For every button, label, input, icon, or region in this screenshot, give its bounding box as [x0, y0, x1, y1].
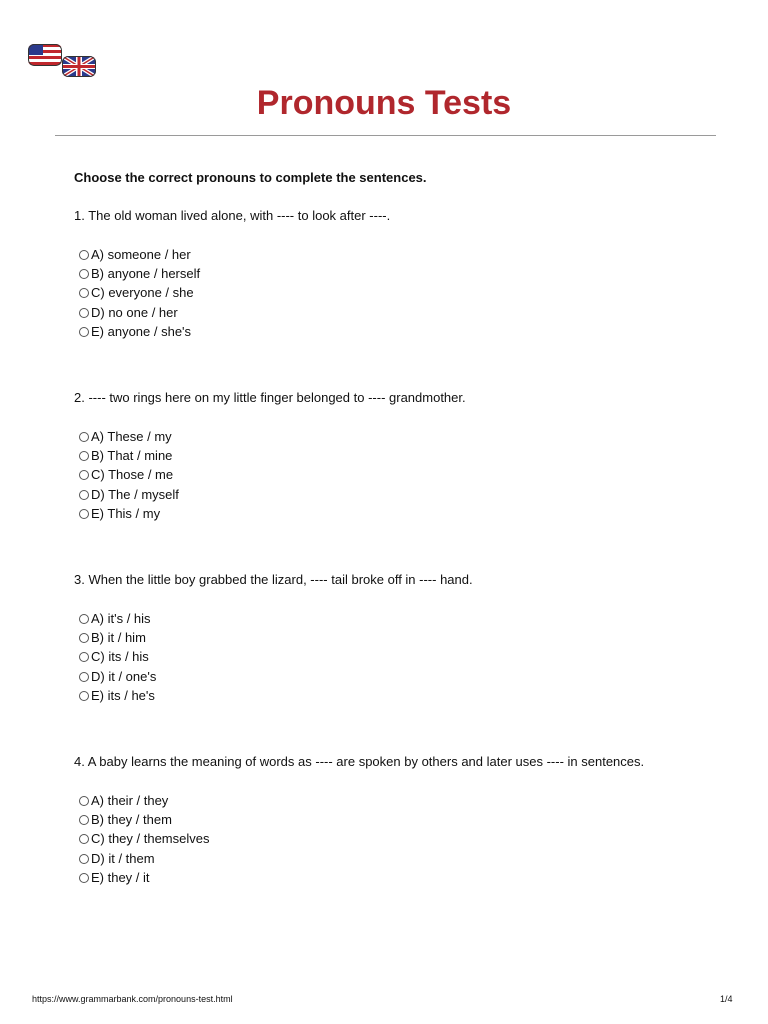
option-label: E) anyone / she's — [91, 324, 192, 340]
answer-option[interactable] — [74, 505, 714, 524]
answer-option[interactable] — [74, 810, 714, 829]
page-number: 1/4 — [720, 994, 733, 1004]
radio-button[interactable] — [79, 815, 89, 825]
option-label: C) everyone / she — [91, 285, 194, 301]
answer-option[interactable] — [74, 284, 714, 303]
radio-button[interactable] — [79, 854, 89, 864]
question-1 — [74, 208, 714, 342]
question-text: 2. ---- two rings here on my little finger belonged to ---- grandmother. — [74, 389, 466, 405]
answer-option[interactable] — [74, 446, 714, 465]
radio-button[interactable] — [79, 509, 89, 519]
radio-button[interactable] — [79, 633, 89, 643]
option-label: E) This / my — [91, 506, 161, 522]
gb-logo-icon — [28, 44, 98, 78]
answer-option[interactable] — [74, 323, 714, 342]
option-label: B) That / mine — [91, 448, 173, 464]
answer-option[interactable] — [74, 303, 714, 322]
answer-option[interactable] — [74, 628, 714, 647]
option-label: E) its / he's — [91, 688, 155, 704]
radio-button[interactable] — [79, 451, 89, 461]
answer-option[interactable] — [74, 830, 714, 849]
question-4 — [74, 754, 714, 888]
radio-button[interactable] — [79, 672, 89, 682]
option-label: A) These / my — [91, 428, 172, 444]
radio-button[interactable] — [79, 691, 89, 701]
radio-button[interactable] — [79, 796, 89, 806]
answer-options — [74, 427, 714, 524]
answer-option[interactable] — [74, 485, 714, 504]
radio-button[interactable] — [79, 308, 89, 318]
option-label: B) anyone / herself — [91, 266, 201, 282]
radio-button[interactable] — [79, 490, 89, 500]
option-label: C) Those / me — [91, 467, 174, 483]
radio-button[interactable] — [79, 432, 89, 442]
answer-option[interactable] — [74, 849, 714, 868]
option-label: B) they / them — [91, 811, 172, 827]
question-text: 4. A baby learns the meaning of words as ---- are spoken by others and later uses ---- in sentences. — [74, 753, 645, 769]
answer-option[interactable] — [74, 264, 714, 283]
option-label: D) it / them — [91, 850, 155, 866]
answer-options — [74, 609, 714, 706]
radio-button[interactable] — [79, 470, 89, 480]
radio-button[interactable] — [79, 327, 89, 337]
option-label: D) it / one's — [91, 668, 157, 684]
radio-button[interactable] — [79, 873, 89, 883]
option-label: A) someone / her — [91, 246, 191, 262]
answer-option[interactable] — [74, 609, 714, 628]
option-label: A) it's / his — [91, 610, 151, 626]
option-label: D) no one / her — [91, 304, 178, 320]
radio-button[interactable] — [79, 250, 89, 260]
answer-options — [74, 245, 714, 342]
test-content — [74, 170, 714, 888]
radio-button[interactable] — [79, 269, 89, 279]
answer-option[interactable] — [74, 686, 714, 705]
answer-option[interactable] — [74, 648, 714, 667]
question-text: 3. When the little boy grabbed the lizard, ---- tail broke off in ---- hand. — [74, 571, 473, 587]
answer-option[interactable] — [74, 667, 714, 686]
option-label: B) it / him — [91, 629, 146, 645]
footer-url: https://www.grammarbank.com/pronouns-test.html — [32, 994, 233, 1004]
answer-option[interactable] — [74, 245, 714, 264]
option-label: A) their / they — [91, 792, 169, 808]
option-label: D) The / myself — [91, 486, 179, 502]
page-title: Pronouns Tests — [256, 84, 512, 122]
question-2 — [74, 390, 714, 524]
option-label: E) they / it — [91, 870, 150, 886]
question-3 — [74, 572, 714, 706]
answer-option[interactable] — [74, 868, 714, 887]
answer-option[interactable] — [74, 466, 714, 485]
option-label: C) they / themselves — [91, 831, 210, 847]
radio-button[interactable] — [79, 834, 89, 844]
option-label: C) its / his — [91, 649, 149, 665]
radio-button[interactable] — [79, 614, 89, 624]
title-divider — [55, 135, 716, 136]
answer-option[interactable] — [74, 427, 714, 446]
question-text: 1. The old woman lived alone, with ---- to look after ----. — [74, 208, 391, 223]
answer-option[interactable] — [74, 791, 714, 810]
answer-options — [74, 791, 714, 888]
question-list — [74, 208, 714, 888]
instruction-text: Choose the correct pronouns to complete the sentences. — [74, 170, 427, 185]
radio-button[interactable] — [79, 652, 89, 662]
radio-button[interactable] — [79, 288, 89, 298]
